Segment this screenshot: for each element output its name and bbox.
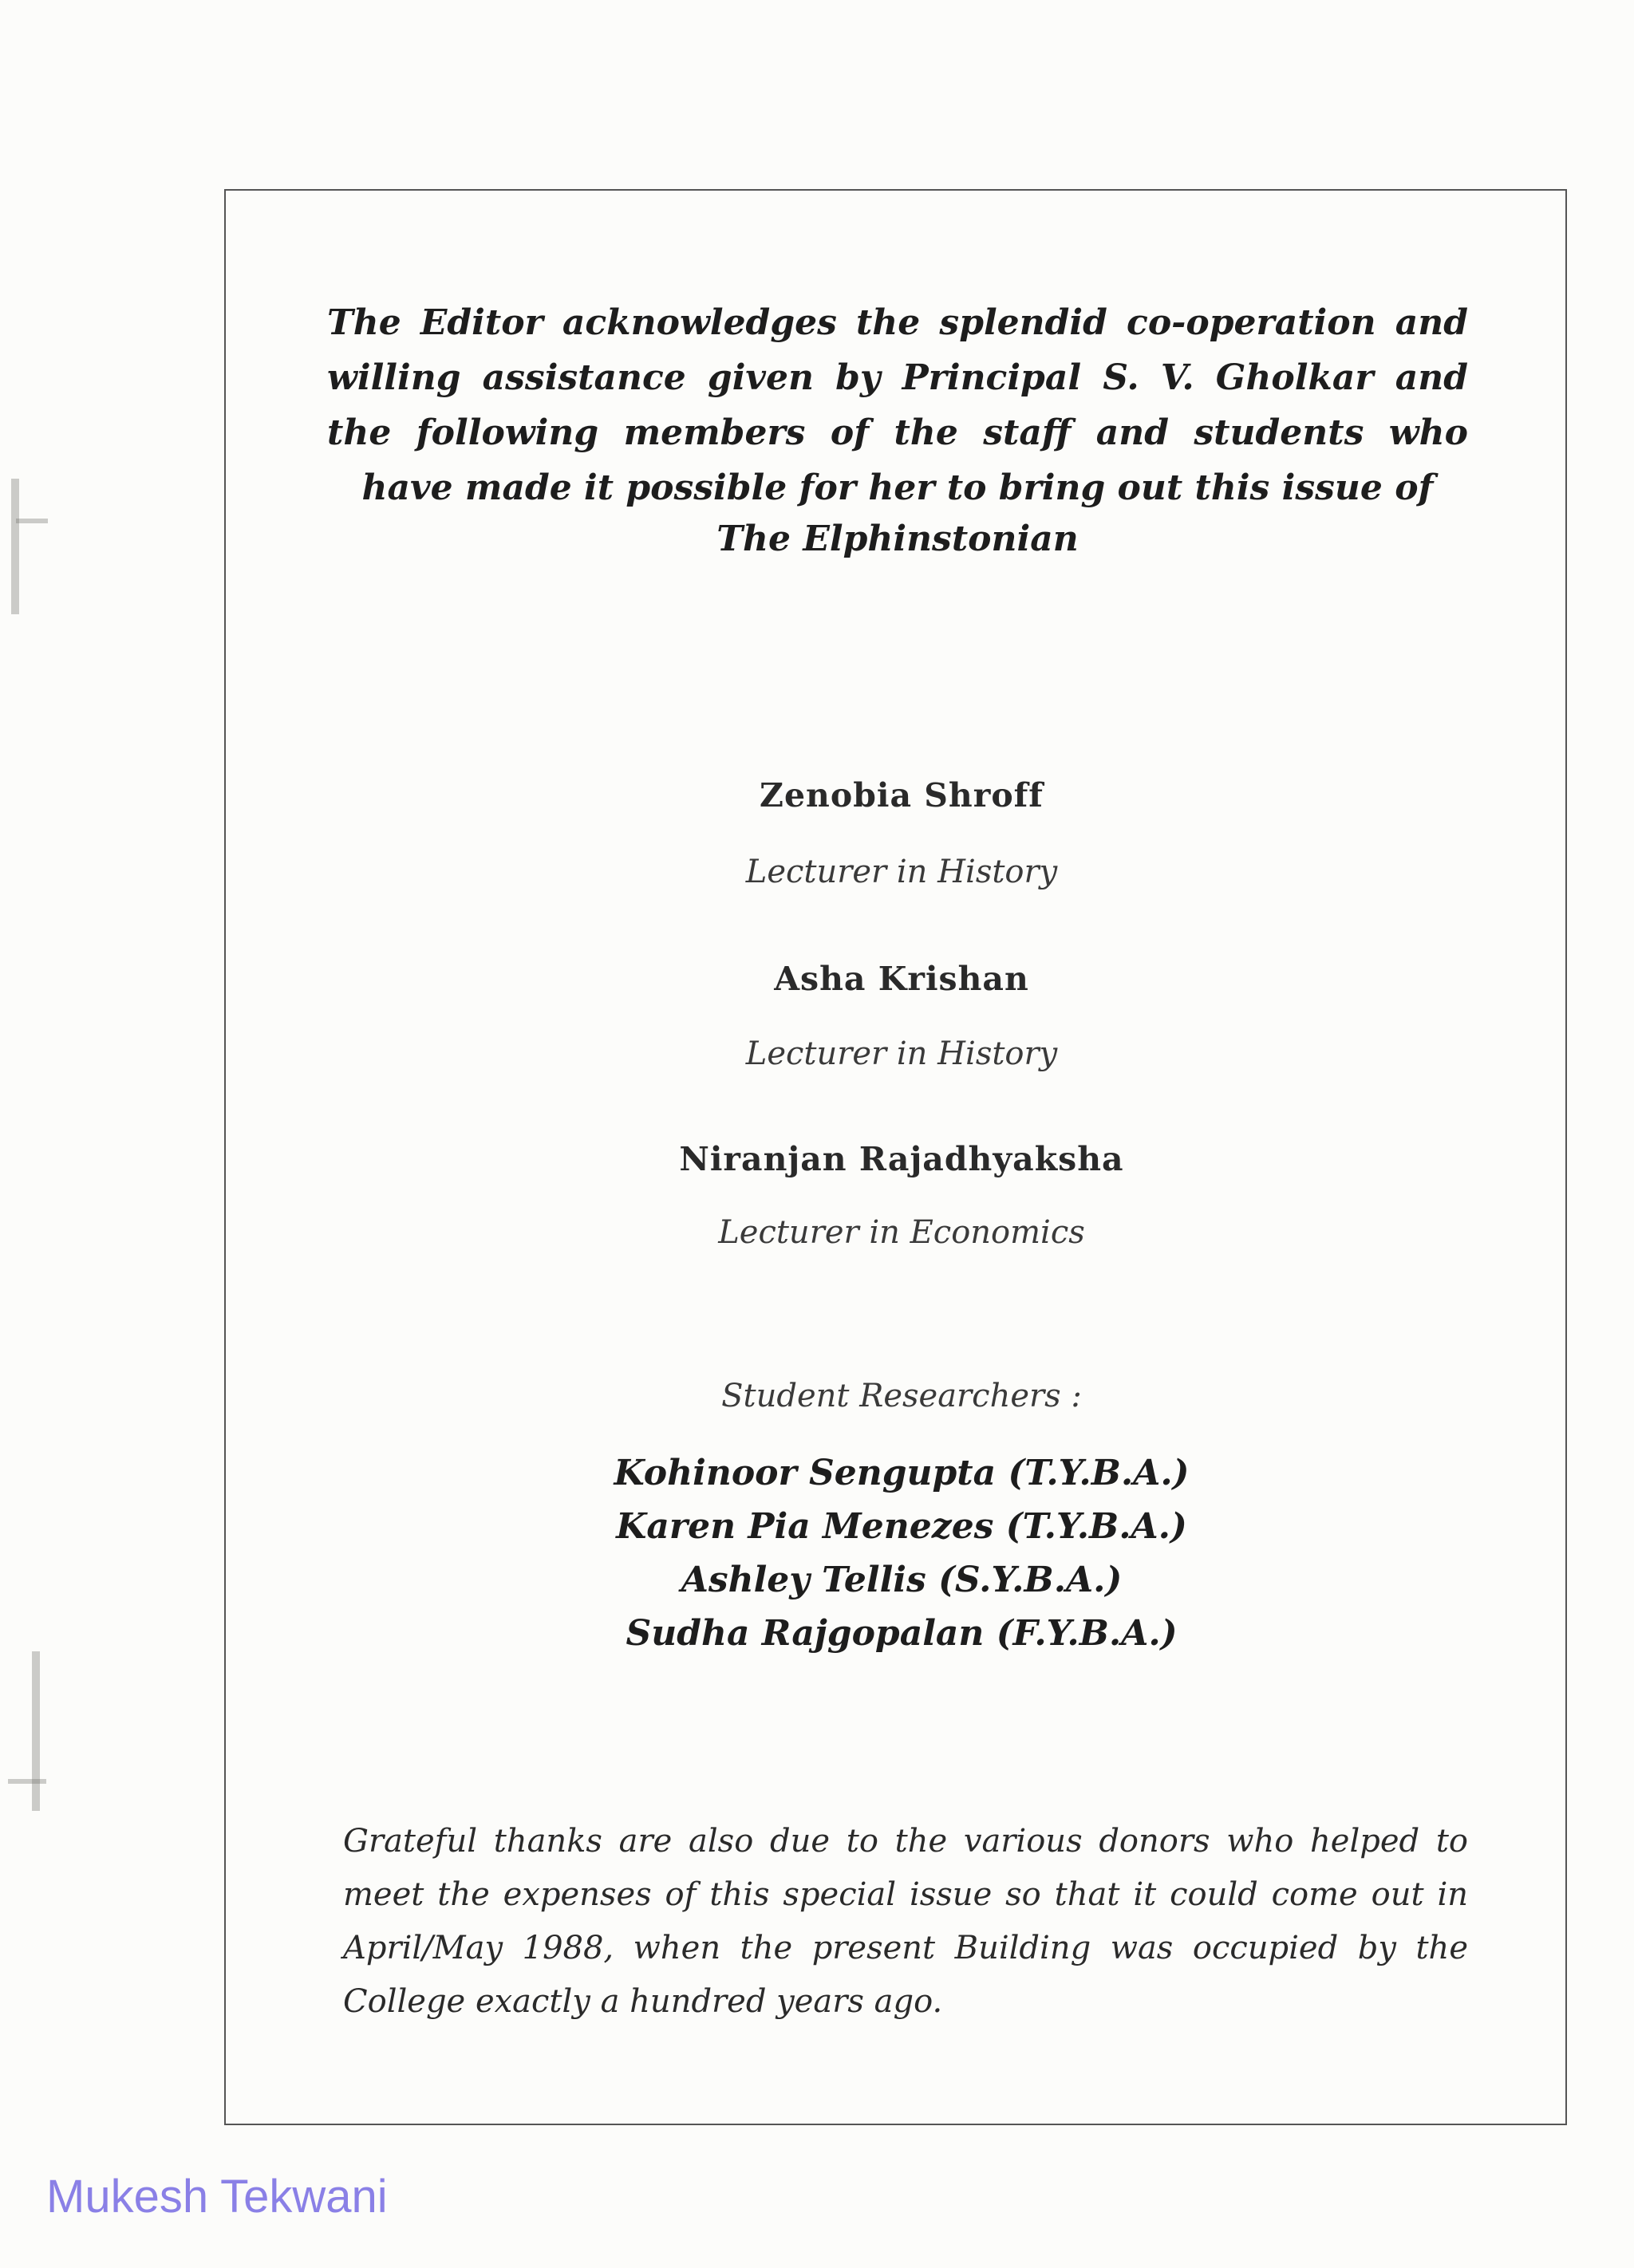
scan-mark-bottom	[32, 1651, 40, 1811]
student-list	[479, 1446, 1324, 1660]
scan-mark-bottom-tick	[8, 1779, 46, 1784]
student-entry: Kohinoor Sengupta (T.Y.B.A.)	[614, 1453, 1190, 1493]
staff-name: Niranjan Rajadhyaksha	[679, 1140, 1124, 1178]
staff-role: Lecturer in Economics	[718, 1214, 1085, 1251]
thanks-paragraph: Grateful thanks are also due to the various donors who helped to meet the expenses of this special issue so that it could come out in April/May 1988, when the present Building was occupied by the College exactly a hundred years ago.	[343, 1823, 1468, 2020]
publication-title: The Elphinstonian	[716, 519, 1079, 559]
watermark: Mukesh Tekwani	[46, 2171, 388, 2223]
students-heading: Student Researchers :	[721, 1378, 1082, 1414]
acknowledgement-text: The Editor acknowledges the splendid co-operation and willing assistance given by Principal S. V. Gholkar and the following members of the staff and students who have made it possible for her to bring out this issue of	[327, 302, 1468, 508]
student-entry: Sudha Rajgopalan (F.Y.B.A.)	[626, 1613, 1178, 1654]
student-entry: Karen Pia Menezes (T.Y.B.A.)	[616, 1506, 1187, 1547]
scan-mark-top-tick	[16, 519, 48, 523]
staff-name: Zenobia Shroff	[760, 776, 1044, 815]
staff-role: Lecturer in History	[745, 854, 1058, 890]
staff-role: Lecturer in History	[745, 1035, 1058, 1072]
scan-mark-top	[11, 479, 19, 614]
student-entry: Ashley Tellis (S.Y.B.A.)	[681, 1560, 1123, 1600]
staff-name: Asha Krishan	[774, 960, 1029, 998]
